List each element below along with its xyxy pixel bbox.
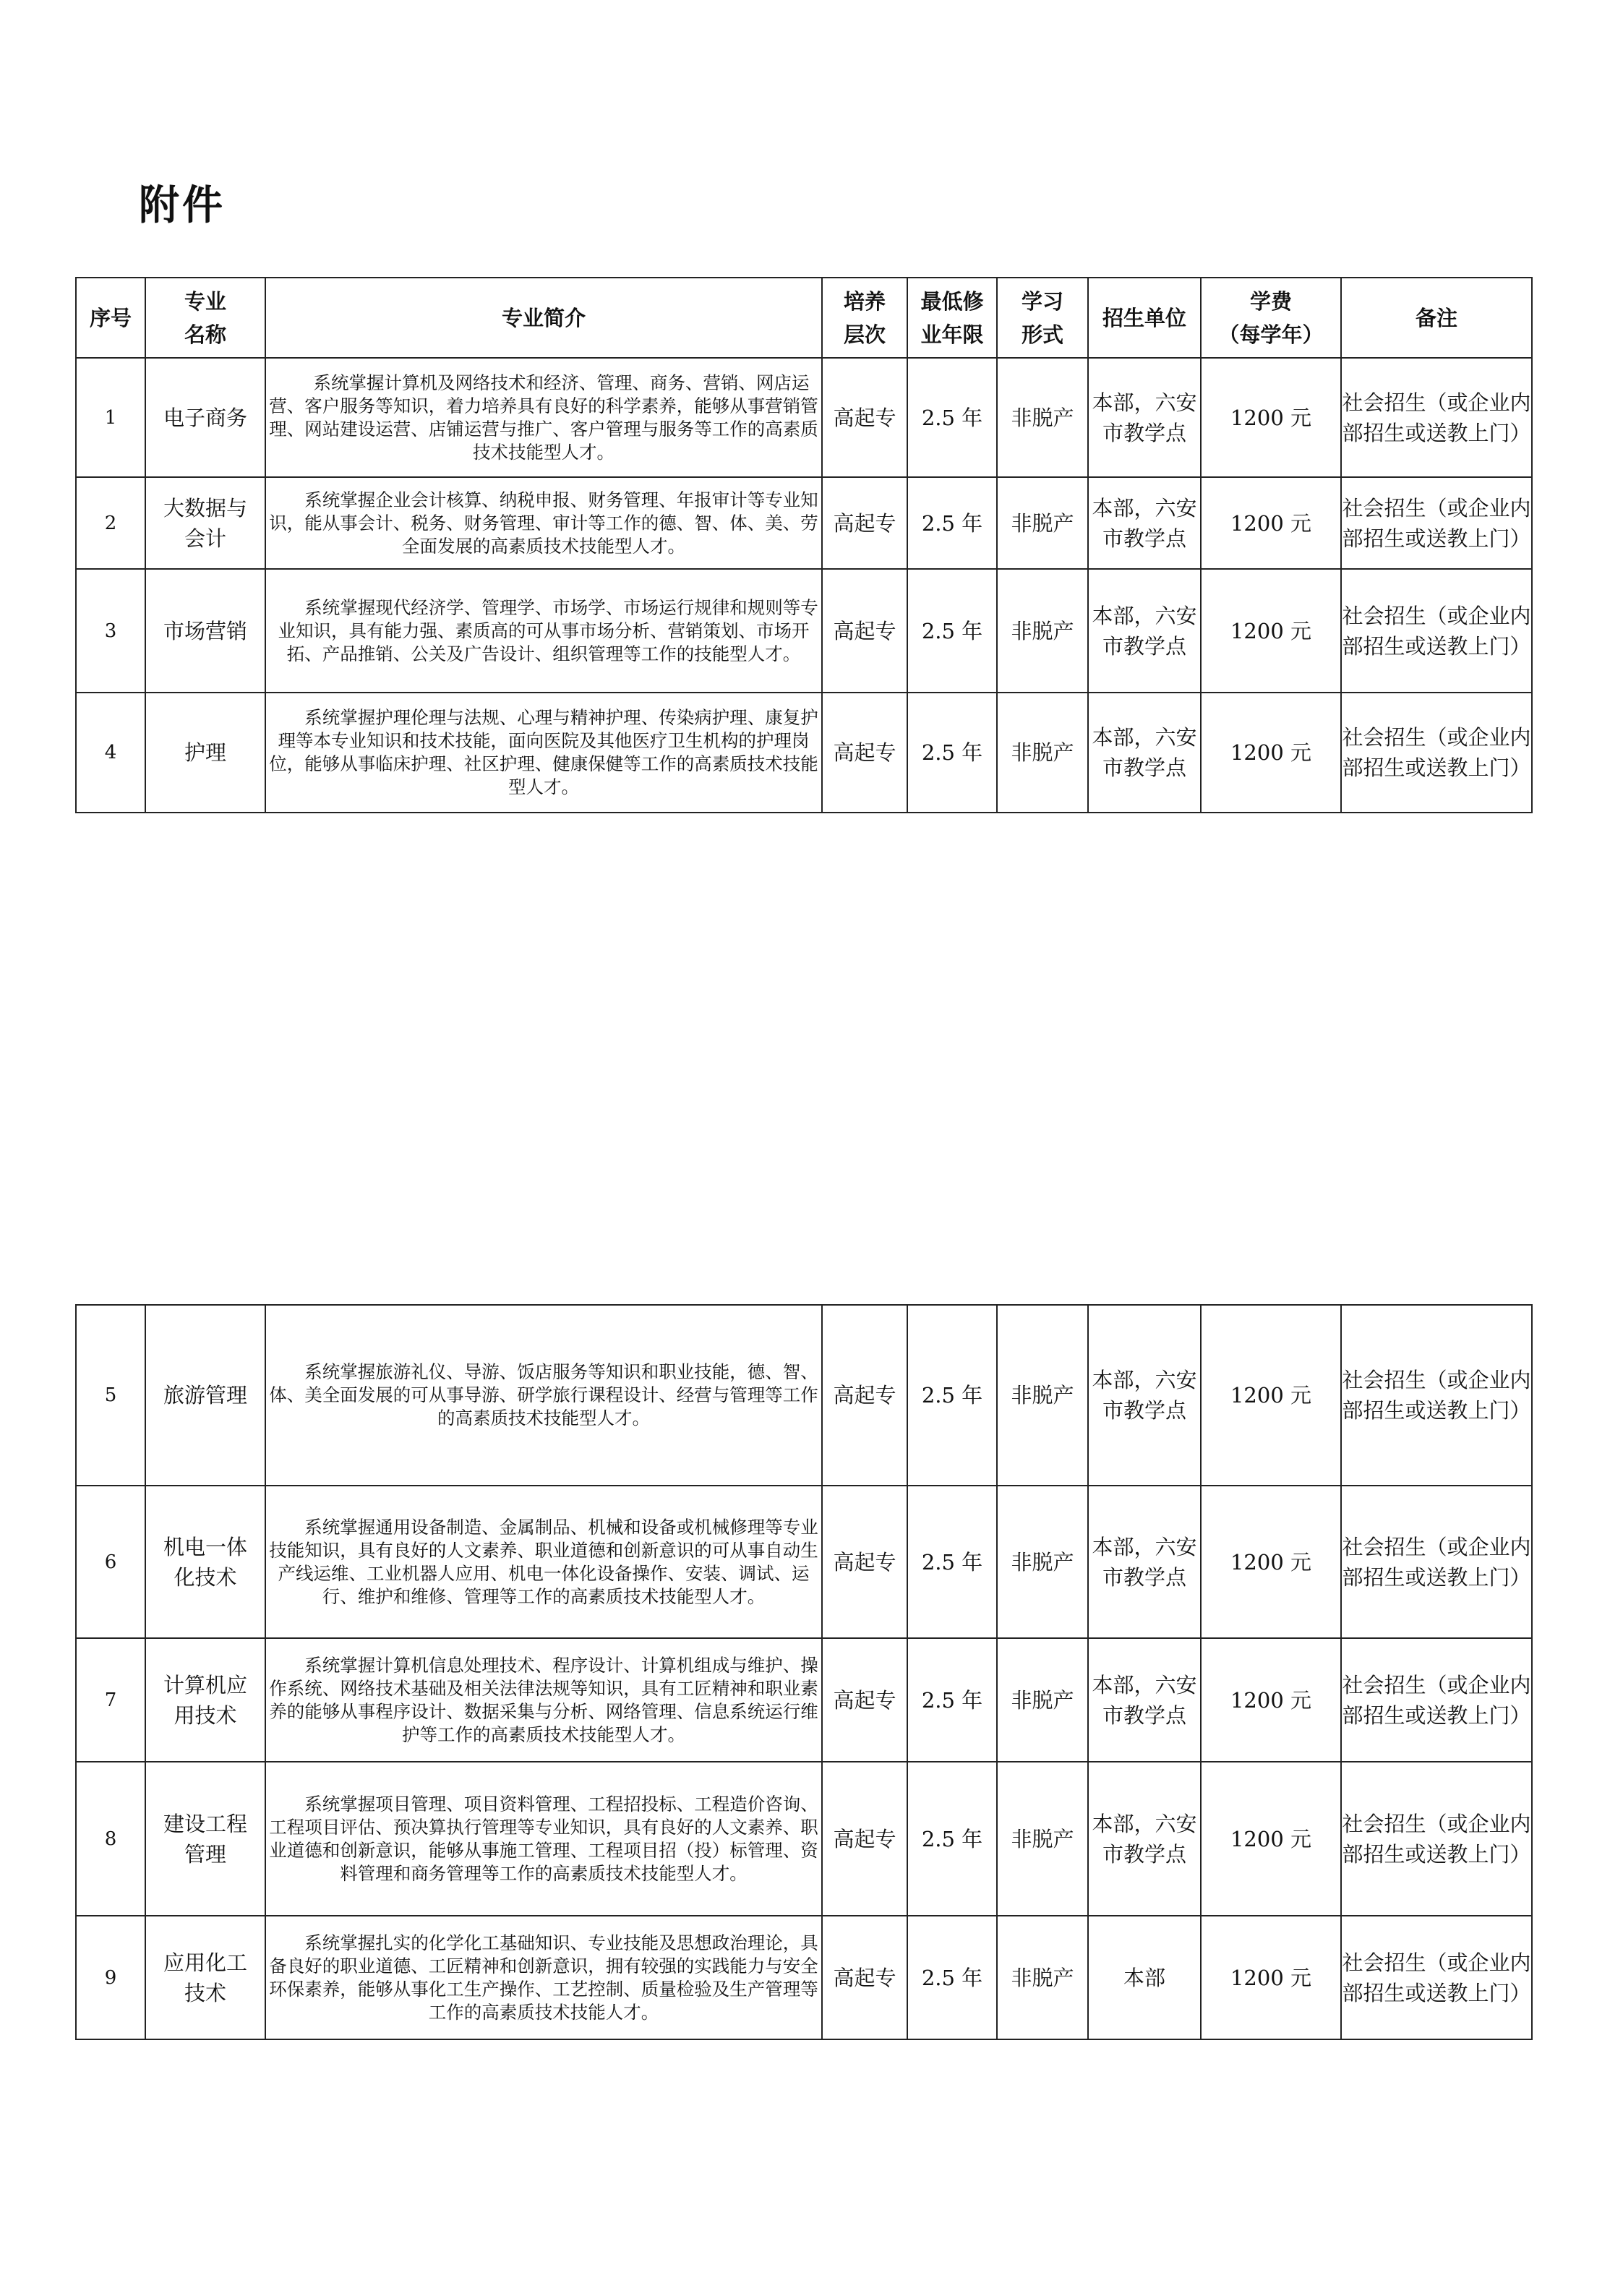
cell-major-intro	[265, 358, 822, 477]
cell-major-name: 机电一体 化技术	[145, 1486, 265, 1638]
cell-major-intro	[265, 1305, 822, 1486]
cell-level: 高起专	[822, 1486, 907, 1638]
cell-index: 6	[76, 1486, 145, 1638]
program-table-page1	[75, 277, 1533, 813]
table-row	[76, 1762, 1532, 1916]
table-row	[76, 1486, 1532, 1638]
header-note: 备注	[1341, 278, 1532, 358]
cell-level: 高起专	[822, 1305, 907, 1486]
header-index: 序号	[76, 278, 145, 358]
cell-fee: 1200 元	[1201, 569, 1341, 693]
table-header-row	[76, 278, 1532, 358]
cell-level: 高起专	[822, 1638, 907, 1762]
cell-years: 2.5 年	[907, 1762, 997, 1916]
cell-major-name: 应用化工 技术	[145, 1916, 265, 2039]
cell-mode: 非脱产	[997, 1762, 1088, 1916]
cell-years: 2.5 年	[907, 1486, 997, 1638]
cell-major-name: 电子商务	[145, 358, 265, 477]
cell-major-intro	[265, 693, 822, 813]
cell-note: 社会招生（或企业内 部招生或送教上门）	[1341, 1762, 1532, 1916]
intro-text: 系统掌握扎实的化学化工基础知识、专业技能及思想政治理论，具备良好的职业道德、工匠精神和创新意识，拥有较强的实践能力与安全环保素养，能够从事化工生产操作、工艺控制、质量检验及生产管理等工作的高素质技术技能人才。	[269, 1932, 818, 2023]
cell-fee: 1200 元	[1201, 1305, 1341, 1486]
header-mode: 学习 形式	[997, 278, 1088, 358]
cell-years: 2.5 年	[907, 1305, 997, 1486]
cell-major-name: 大数据与 会计	[145, 477, 265, 569]
cell-index: 9	[76, 1916, 145, 2039]
cell-unit: 本部，六安 市教学点	[1088, 477, 1201, 569]
cell-index: 1	[76, 358, 145, 477]
cell-major-intro	[265, 1916, 822, 2039]
cell-mode: 非脱产	[997, 1638, 1088, 1762]
cell-note: 社会招生（或企业内 部招生或送教上门）	[1341, 693, 1532, 813]
cell-level: 高起专	[822, 693, 907, 813]
table-row	[76, 477, 1532, 569]
intro-text: 系统掌握计算机信息处理技术、程序设计、计算机组成与维护、操作系统、网络技术基础及相关法律法规等知识，具有工匠精神和职业素养的能够从事程序设计、数据采集与分析、网络管理、信息系统运行维护等工作的高素质技术技能型人才。	[269, 1654, 818, 1745]
cell-mode: 非脱产	[997, 477, 1088, 569]
cell-years: 2.5 年	[907, 358, 997, 477]
cell-mode: 非脱产	[997, 1305, 1088, 1486]
cell-major-name: 市场营销	[145, 569, 265, 693]
cell-major-intro	[265, 477, 822, 569]
cell-fee: 1200 元	[1201, 1486, 1341, 1638]
cell-unit: 本部，六安 市教学点	[1088, 1638, 1201, 1762]
intro-text: 系统掌握计算机及网络技术和经济、管理、商务、营销、网店运营、客户服务等知识，着力培养具有良好的科学素养，能够从事营销管理、网站建设运营、店铺运营与推广、客户管理与服务等工作的高素质技术技能型人才。	[269, 372, 818, 463]
cell-major-name: 计算机应 用技术	[145, 1638, 265, 1762]
cell-unit: 本部	[1088, 1916, 1201, 2039]
cell-major-intro	[265, 569, 822, 693]
intro-text: 系统掌握项目管理、项目资料管理、工程招投标、工程造价咨询、工程项目评估、预决算执行管理等专业知识，具有良好的人文素养、职业道德和创新意识，能够从事施工管理、工程项目招（投）标管理、资料管理和商务管理等工作的高素质技术技能型人才。	[269, 1793, 818, 1884]
cell-major-intro	[265, 1486, 822, 1638]
table-row	[76, 693, 1532, 813]
header-intro: 专业简介	[265, 278, 822, 358]
cell-mode: 非脱产	[997, 1916, 1088, 2039]
table-row	[76, 358, 1532, 477]
header-years: 最低修 业年限	[907, 278, 997, 358]
cell-major-intro	[265, 1638, 822, 1762]
cell-unit: 本部，六安 市教学点	[1088, 1762, 1201, 1916]
document-title: 附件	[139, 182, 226, 229]
cell-level: 高起专	[822, 358, 907, 477]
header-level: 培养 层次	[822, 278, 907, 358]
cell-mode: 非脱产	[997, 358, 1088, 477]
cell-fee: 1200 元	[1201, 1916, 1341, 2039]
cell-major-name: 旅游管理	[145, 1305, 265, 1486]
cell-unit: 本部，六安 市教学点	[1088, 358, 1201, 477]
cell-years: 2.5 年	[907, 477, 997, 569]
header-fee: 学费 （每学年）	[1201, 278, 1341, 358]
intro-text: 系统掌握现代经济学、管理学、市场学、市场运行规律和规则等专业知识，具有能力强、素质高的可从事市场分析、营销策划、市场开拓、产品推销、公关及广告设计、组织管理等工作的技能型人才。	[278, 596, 818, 664]
cell-note: 社会招生（或企业内 部招生或送教上门）	[1341, 1305, 1532, 1486]
cell-index: 7	[76, 1638, 145, 1762]
cell-index: 8	[76, 1762, 145, 1916]
cell-fee: 1200 元	[1201, 693, 1341, 813]
cell-note: 社会招生（或企业内 部招生或送教上门）	[1341, 358, 1532, 477]
cell-years: 2.5 年	[907, 569, 997, 693]
table-row	[76, 1916, 1532, 2039]
cell-mode: 非脱产	[997, 693, 1088, 813]
cell-index: 5	[76, 1305, 145, 1486]
cell-note: 社会招生（或企业内 部招生或送教上门）	[1341, 477, 1532, 569]
header-name: 专业 名称	[145, 278, 265, 358]
cell-major-intro	[265, 1762, 822, 1916]
cell-years: 2.5 年	[907, 693, 997, 813]
cell-level: 高起专	[822, 1916, 907, 2039]
cell-unit: 本部，六安 市教学点	[1088, 1486, 1201, 1638]
cell-fee: 1200 元	[1201, 1762, 1341, 1916]
cell-unit: 本部，六安 市教学点	[1088, 693, 1201, 813]
cell-index: 4	[76, 693, 145, 813]
cell-mode: 非脱产	[997, 569, 1088, 693]
cell-fee: 1200 元	[1201, 477, 1341, 569]
intro-text: 系统掌握护理伦理与法规、心理与精神护理、传染病护理、康复护理等本专业知识和技术技能，面向医院及其他医疗卫生机构的护理岗位，能够从事临床护理、社区护理、健康保健等工作的高素质技术技能型人才。	[269, 707, 818, 797]
table-row	[76, 569, 1532, 693]
cell-years: 2.5 年	[907, 1638, 997, 1762]
cell-level: 高起专	[822, 1762, 907, 1916]
header-unit: 招生单位	[1088, 278, 1201, 358]
cell-major-name: 建设工程 管理	[145, 1762, 265, 1916]
cell-unit: 本部，六安 市教学点	[1088, 569, 1201, 693]
table-row	[76, 1638, 1532, 1762]
cell-unit: 本部，六安 市教学点	[1088, 1305, 1201, 1486]
program-table-page2	[75, 1304, 1533, 2040]
table-row	[76, 1305, 1532, 1486]
cell-note: 社会招生（或企业内 部招生或送教上门）	[1341, 1486, 1532, 1638]
intro-text: 系统掌握旅游礼仪、导游、饭店服务等知识和职业技能，德、智、体、美全面发展的可从事导游、研学旅行课程设计、经营与管理等工作的高素质技术技能型人才。	[269, 1361, 818, 1428]
cell-major-name: 护理	[145, 693, 265, 813]
cell-years: 2.5 年	[907, 1916, 997, 2039]
cell-level: 高起专	[822, 477, 907, 569]
intro-text: 系统掌握通用设备制造、金属制品、机械和设备或机械修理等专业技能知识，具有良好的人文素养、职业道德和创新意识的可从事自动生产线运维、工业机器人应用、机电一体化设备操作、安装、调试、运行、维护和维修、管理等工作的高素质技术技能型人才。	[269, 1516, 818, 1607]
cell-index: 3	[76, 569, 145, 693]
cell-note: 社会招生（或企业内 部招生或送教上门）	[1341, 569, 1532, 693]
intro-text: 系统掌握企业会计核算、纳税申报、财务管理、年报审计等专业知识，能从事会计、税务、财务管理、审计等工作的德、智、体、美、劳全面发展的高素质技术技能型人才。	[269, 489, 818, 557]
cell-note: 社会招生（或企业内 部招生或送教上门）	[1341, 1638, 1532, 1762]
cell-mode: 非脱产	[997, 1486, 1088, 1638]
cell-fee: 1200 元	[1201, 1638, 1341, 1762]
cell-index: 2	[76, 477, 145, 569]
cell-fee: 1200 元	[1201, 358, 1341, 477]
cell-note: 社会招生（或企业内 部招生或送教上门）	[1341, 1916, 1532, 2039]
cell-level: 高起专	[822, 569, 907, 693]
